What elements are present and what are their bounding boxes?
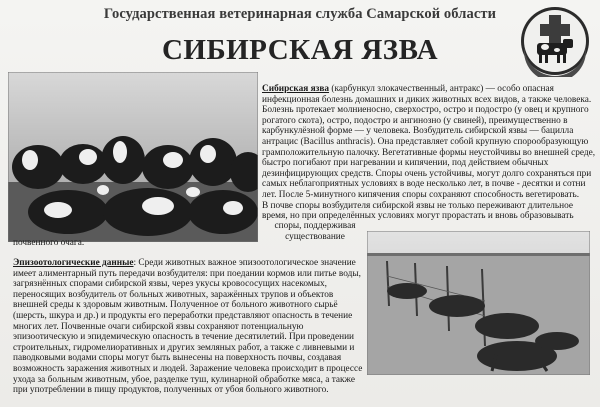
vet-service-emblem xyxy=(519,5,591,77)
page-title: СИБИРСКАЯ ЯЗВА xyxy=(161,34,439,66)
page-header: Государственная ветеринарная служба Самарской области xyxy=(103,6,497,22)
anthrax-description: Сибирская язва (карбункул злокачественный, антракс) — особо опасная инфекционная болезнь домашних и диких животных всех видов, а также человека. Болезнь протекает молниеносно, сверхостро, остро и подостро (у овец и крупного рогатого скота), остро, подостро и ангинозно (у свиней), преимущественно в карбункулёзной форме — у человека. Возбудитель сибирской язвы — бацилла антрацис (Bacillus anthracis). Она представляет собой крупную спорообразующую грамположительную палочку. Вегетативные формы неустойчивы во внешней среде, быстро погибают при нагревании и кипячении, под действием обычных дезинфицирующих средств. Споры очень устойчивы, могут долго сохраняться при самых неблагоприятных условиях в воде несколько лет, в почве - десятки и сотни лет. После 5-минутного кипячения споры сохраняют способность вегетировать. В почве споры возбудителя сибирской язвы не только переживают длительное время, но при определённых условиях могут прорастать и вновь образовывать xyxy=(262,84,596,222)
anthrax-description-tail: споры, поддерживая существование xyxy=(274,221,356,242)
anthrax-term: Сибирская язва xyxy=(262,84,330,94)
epizootology-heading: Эпизоотологические данные xyxy=(13,258,134,268)
anthrax-description-end: почвенного очага. xyxy=(13,238,85,248)
epizootology-section: Эпизоотологические данные: Среди животных важное эпизоотологическое значение имеет алиментарный путь передачи возбудителя: при поедании кормов или питье воды, загрязнённых спорами сибирской язвы, через укусы кровососущих насекомых, переносящих возбудитель от больных животных, заражённых трупов и объектов внешней среды к здоровым животным. Полученное от больного животного сырьё (шерсть, шкура и др.) и продукты его переработки представляют опасность в течение многих лет. Почвенные очаги сибирской язвы сохраняют потенциальную эпизоотическую и эпидемическую опасность в течение десятилетий. При проведении строительных, гидромелиоративных и других земляных работ, а также с ливневыми и паводковыми водами споры могут быть вынесены на поверхность почвы, создавая возможность заражения животных и людей. Заражение человека происходит в процессе ухода за больным животным, убое, разделке туш, кулинарной обработке мяса, а также при употреблении в пищу продуктов, полученных от убоя больного животного. xyxy=(13,258,363,396)
cows-herd-photo xyxy=(8,72,258,242)
dead-cattle-photo xyxy=(367,231,590,375)
